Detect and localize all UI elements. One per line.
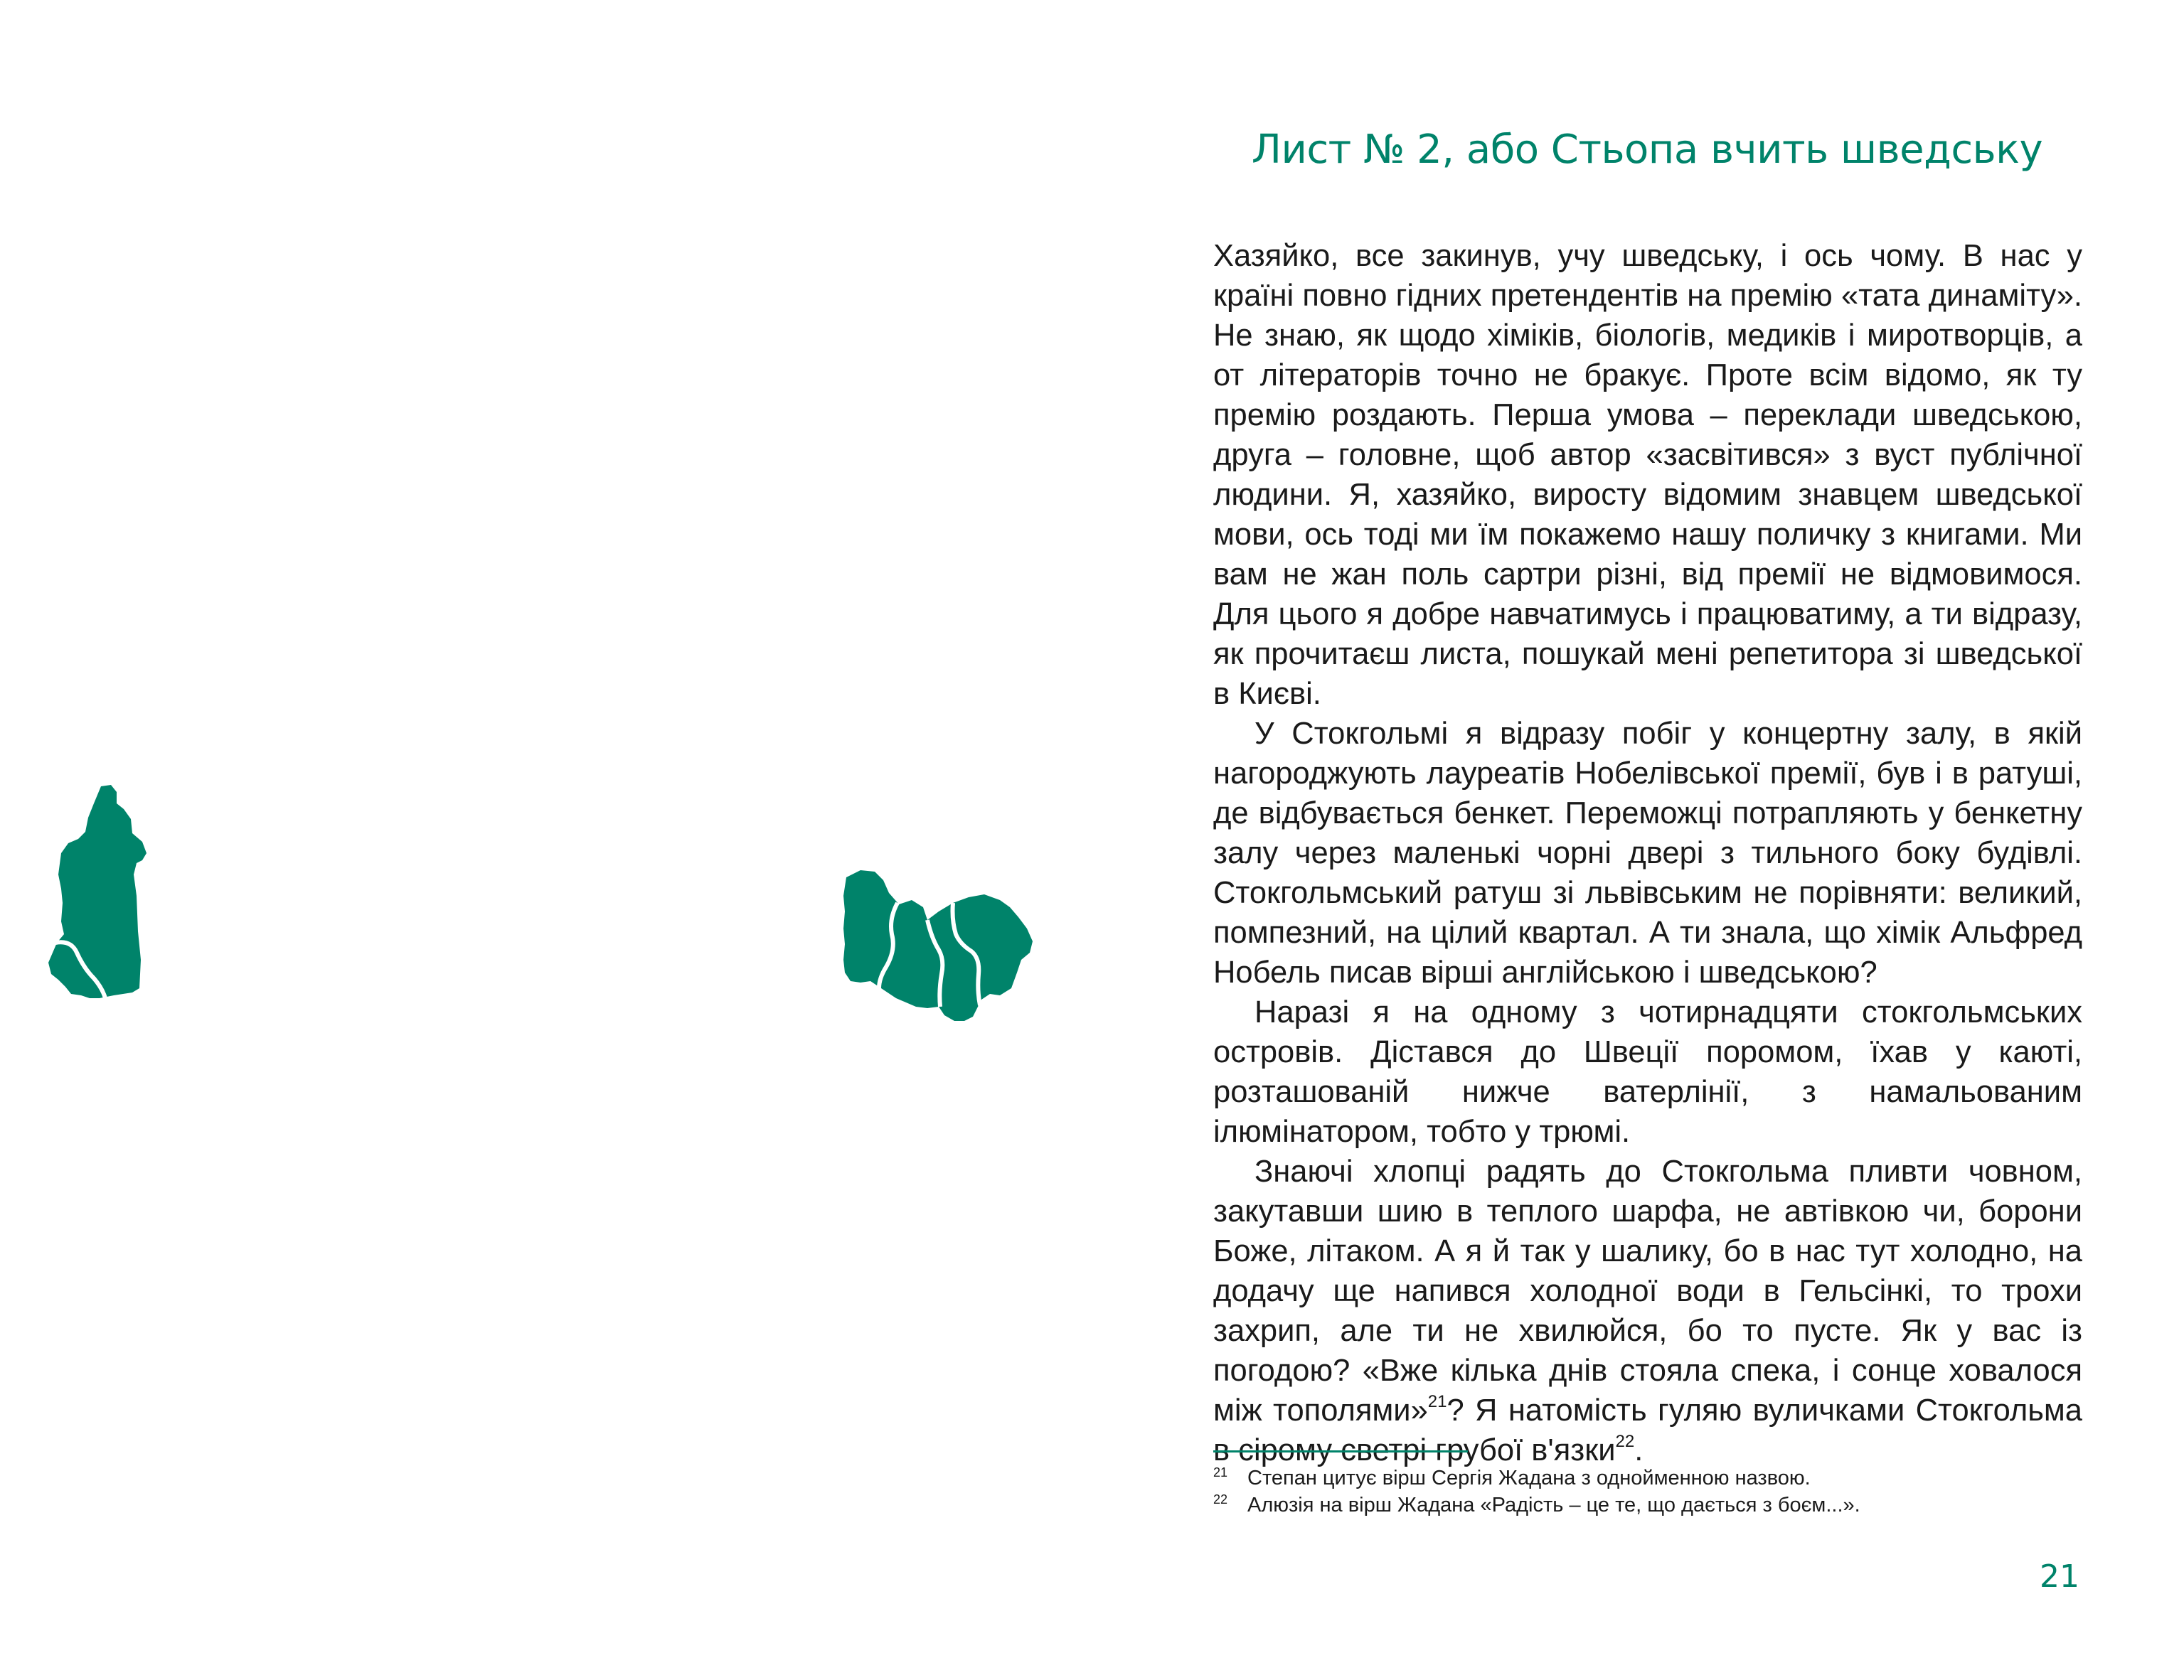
footnote-ref[interactable]: 21 (1427, 1391, 1447, 1411)
paragraph-text: ? Я натомість гуляю вуличками Стокгольма в сірому светрі грубої в'язки (1213, 1393, 2082, 1467)
footnote (1213, 1492, 2082, 1519)
footnote-text: Степан цитує вірш Сергія Жадана з однойменною назвою. (1247, 1467, 1811, 1489)
paragraph: Хазяйко, все закинув, учу шведську, і ось чому. В нас у країні повно гідних претендентів на премію «тата динаміту». Не знаю, як щодо хіміків, біологів, медиків і миротворців, а от літераторів точно не бракує. Проте всім відомо, як ту премію роздають. Перша умова – переклади шведською, друга – головне, щоб автор «засвітився» з вуст публічної людини. Я, хазяйко, виросту відомим знавцем шведської мови, ось тоді ми їм покажемо нашу поличку з книгами. Ми вам не жан поль сартри різні, від премії не відмовимося. Для цього я добре навчатимусь і працюватиму, а ти відразу, як прочитаєш листа, пошукай мені репетитора зі шведської в Києві. (1213, 239, 2082, 711)
footnote (1213, 1465, 2082, 1492)
footnote-divider (1213, 1450, 1468, 1452)
chapter-title: Лист № 2, або Стьопа вчить шведську (1251, 127, 2043, 173)
footnotes (1213, 1465, 2082, 1519)
paragraph-text: . (1634, 1433, 1644, 1467)
map-region-cluster-icon (839, 860, 1053, 1024)
paragraph-text: Знаючі хлопці радять до Стокгольма пливти човном, закутавши шию в теплого шарфа, не автівкою чи, борони Боже, літаком. А я й так у шалику, бо в нас тут холодно, на додачу ще напився холодної води в Гельсінкі, то трохи захрип, але ти не хвилюйся, бо то пусте. Як у вас із погодою? «Вже кілька днів стояла спека, і сонце ховалося між тополями» (1213, 1155, 2082, 1428)
footnote-number: 22 (1213, 1492, 1228, 1507)
body-text (1213, 236, 2082, 1470)
footnote-number: 21 (1213, 1465, 1228, 1480)
paragraph: У Стокгольмі я відразу побіг у концертну залу, в якій нагороджують лауреатів Нобелівської премії, був і в ратуші, де відбувається бенкет. Переможці потрапляють у бенкетну залу через маленькі чорні двері з тильного боку будівлі. Стокгольмський ратуш зі львівським не порівняти: великий, помпезний, на цілий квартал. А ти знала, що хімік Альфред Нобель писав вірші англійською і шведською? (1213, 717, 2082, 990)
footnote-ref[interactable]: 22 (1615, 1431, 1635, 1451)
paragraph (1213, 1152, 2082, 1470)
page-number: 21 (2040, 1558, 2079, 1595)
paragraph: Наразі я на одному з чотирнадцяти стокгольмських островів. Дістався до Швеції поромом, їхав у каюті, розташованій нижче ватерлінії, з намальованим ілюмінатором, тобто у трюмі. (1213, 995, 2082, 1149)
footnote-text: Алюзія на вірш Жадана «Радість – це те, що дається з боєм...». (1247, 1494, 1860, 1516)
right-page (1092, 0, 2184, 1680)
map-region-west-icon (43, 782, 156, 1010)
